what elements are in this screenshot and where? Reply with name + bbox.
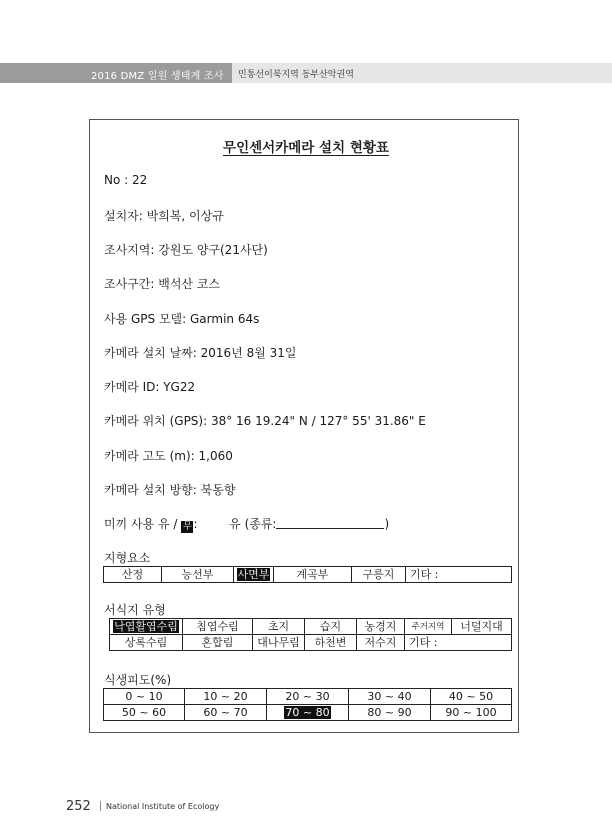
- habitat-option: 하천변: [305, 635, 357, 651]
- field-install-direction: 카메라 설치 방향: 북동향: [104, 483, 236, 497]
- footer-institute: National Institute of Ecology: [106, 802, 220, 811]
- bait-other-prefix: 유 (종류:: [229, 517, 277, 531]
- cover-option: 80 ~ 90: [349, 705, 431, 721]
- field-camera-id: 카메라 ID: YG22: [104, 380, 196, 394]
- habitat-option-selected: 낙엽활엽수림: [110, 619, 183, 635]
- habitat-option: 혼합림: [183, 635, 253, 651]
- habitat-option: 저수지: [357, 635, 405, 651]
- habitat-option: 상록수림: [110, 635, 183, 651]
- page-number: 252: [66, 799, 91, 814]
- field-gps-model: 사용 GPS 모델: Garmin 64s: [104, 312, 260, 326]
- bait-selected-mark: 무: [183, 522, 192, 532]
- terrain-option-other: 기타 :: [406, 567, 512, 583]
- habitat-option: 농경지: [357, 619, 405, 635]
- terrain-option: 구릉지: [352, 567, 406, 583]
- running-header-title: 2016 DMZ 일원 생태계 조사: [91, 71, 224, 82]
- cover-option: 10 ~ 20: [185, 689, 267, 705]
- habitat-option: 침엽수림: [183, 619, 253, 635]
- terrain-option-selected: 사면부: [234, 567, 274, 583]
- vegetation-cover-label: 식생피도(%): [104, 673, 172, 687]
- field-bait: [104, 515, 389, 533]
- cover-option: 60 ~ 70: [185, 705, 267, 721]
- terrain-table: [103, 566, 512, 583]
- cover-option: 50 ~ 60: [104, 705, 185, 721]
- terrain-option: 능선부: [162, 567, 234, 583]
- habitat-option: 너덜지대: [452, 619, 512, 635]
- field-install-date: 카메라 설치 날짜: 2016년 8월 31일: [104, 346, 297, 360]
- cover-option: 90 ~ 100: [431, 705, 512, 721]
- bait-other-suffix: ): [384, 517, 390, 531]
- form-title: 무인센서카메라 설치 현황표: [223, 140, 389, 156]
- field-number: No : 22: [104, 173, 148, 187]
- field-camera-altitude: 카메라 고도 (m): 1,060: [104, 449, 233, 463]
- terrain-label: 지형요소: [104, 551, 151, 565]
- field-survey-section: 조사구간: 백석산 코스: [104, 277, 221, 291]
- field-survey-area: 조사지역: 강원도 양구(21사단): [104, 243, 268, 257]
- bait-other-blank: [276, 517, 384, 529]
- cover-option-selected: 70 ~ 80: [267, 705, 349, 721]
- habitat-option-other: 기타 :: [405, 635, 512, 651]
- habitat-option: 주거지역: [405, 619, 452, 635]
- cover-option: 40 ~ 50: [431, 689, 512, 705]
- habitat-table: [109, 618, 512, 651]
- bait-colon: :: [193, 517, 198, 531]
- cover-option: 0 ~ 10: [104, 689, 185, 705]
- footer-divider: [100, 801, 101, 811]
- bait-label: 미끼 사용 유 /: [104, 517, 178, 531]
- habitat-option: 습지: [305, 619, 357, 635]
- habitat-label: 서식지 유형: [104, 603, 166, 617]
- cover-option: 30 ~ 40: [349, 689, 431, 705]
- terrain-option: 계곡부: [274, 567, 352, 583]
- vegetation-cover-table: [103, 688, 512, 721]
- habitat-option: 대나무림: [253, 635, 305, 651]
- terrain-option: 산정: [104, 567, 162, 583]
- field-camera-position: 카메라 위치 (GPS): 38° 16 19.24" N / 127° 55' 31.86" E: [104, 414, 426, 428]
- cover-option: 20 ~ 30: [267, 689, 349, 705]
- habitat-option: 초지: [253, 619, 305, 635]
- running-header-subtitle: 민통선이북지역 동부산악권역: [238, 70, 354, 80]
- field-installer: 설치자: 박희복, 이상규: [104, 209, 224, 223]
